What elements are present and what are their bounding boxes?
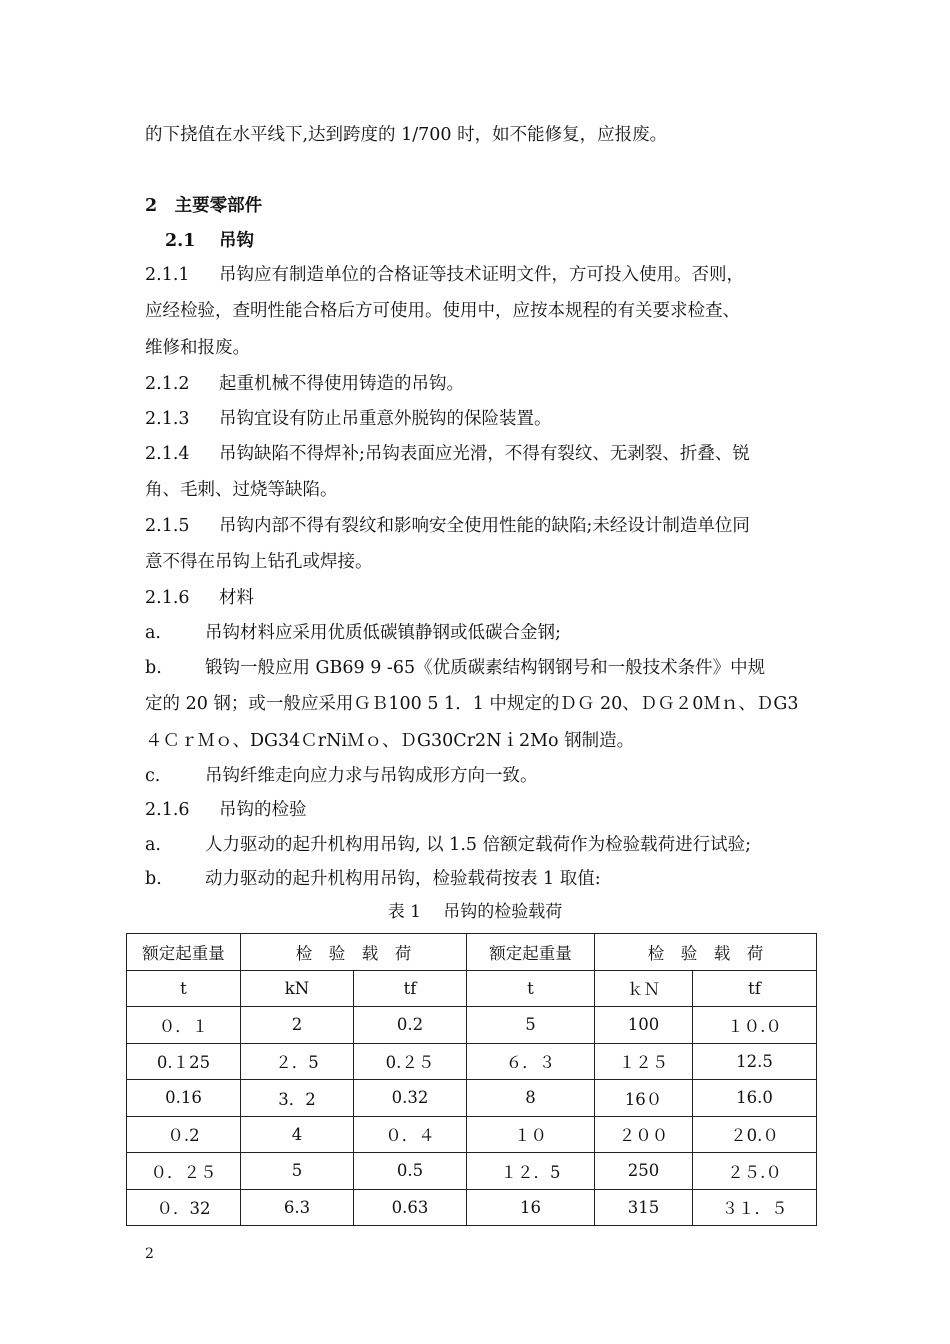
- clause-2-1-6-inspection: [145, 798, 307, 822]
- header-rated-capacity: 额定起重量: [467, 934, 595, 971]
- table-cell: １０.０: [693, 1007, 817, 1044]
- item-text: 锻钩一般应用 GB69 9 -65《优质碳素结构钢钢号和一般技术条件》中规: [205, 658, 766, 678]
- table-cell: ２００: [595, 1116, 693, 1153]
- material-item-b: [145, 656, 765, 680]
- table-cell: 8: [467, 1080, 595, 1117]
- table-cell: ０.2: [127, 1116, 241, 1153]
- header-test-load: 检 验 载 荷: [595, 934, 817, 971]
- item-marker: a.: [145, 835, 161, 855]
- table-row: [127, 1189, 817, 1226]
- table-cell: ２0.０: [693, 1116, 817, 1153]
- item-marker: b.: [145, 869, 162, 889]
- table-cell: 5: [241, 1153, 354, 1190]
- clause-text: 材料: [219, 588, 254, 608]
- table-cell: ６．３: [467, 1043, 595, 1080]
- table-cell: ０．４: [354, 1116, 467, 1153]
- unit-cell: tf: [354, 970, 467, 1007]
- table-cell: ０．１: [127, 1007, 241, 1044]
- unit-cell: ｋＮ: [595, 970, 693, 1007]
- inspection-item-a: [145, 833, 751, 857]
- table-row: [127, 1080, 817, 1117]
- clause-2-1-2: [145, 372, 464, 396]
- table-cell: 0.2: [354, 1007, 467, 1044]
- intro-line: 的下挠值在水平线下,达到跨度的 1/700 时，如不能修复，应报废。: [145, 125, 668, 145]
- table-cell: 0.２５: [354, 1043, 467, 1080]
- table-cell: 3．2: [241, 1080, 354, 1117]
- table-row: [127, 1007, 817, 1044]
- table-row: [127, 1153, 817, 1190]
- item-marker: a.: [145, 623, 161, 643]
- table-cell: 0.32: [354, 1080, 467, 1117]
- table-cell: 5: [467, 1007, 595, 1044]
- section-title: 2 主要零部件: [145, 196, 263, 216]
- table-cell: １２．5: [467, 1153, 595, 1190]
- clause-2-1-3: [145, 407, 552, 431]
- table-cell: 16.0: [693, 1080, 817, 1117]
- table-row: [127, 1043, 817, 1080]
- material-item-a: [145, 621, 561, 645]
- clause-number: 2.1.4: [145, 444, 190, 464]
- table-cell: １２５: [595, 1043, 693, 1080]
- clause-number: 2.1.5: [145, 516, 190, 536]
- clause-text: 吊钩缺陷不得焊补;吊钩表面应光滑，不得有裂纹、无剥裂、折叠、锐: [219, 444, 750, 464]
- clause-text-continued: 角、毛刺、过烧等缺陷。: [145, 480, 338, 500]
- table-cell: 0.63: [354, 1189, 467, 1226]
- clause-text: 吊钩宜设有防止吊重意外脱钩的保险装置。: [219, 409, 552, 429]
- table-cell: ２５.０: [693, 1153, 817, 1190]
- clause-text-continued: 维修和报废。: [145, 338, 250, 358]
- item-text: 人力驱动的起升机构用吊钩, 以 1.5 倍额定载荷作为检验载荷进行试验;: [205, 835, 751, 855]
- table-cell: 100: [595, 1007, 693, 1044]
- clause-text: 吊钩应有制造单位的合格证等技术证明文件，方可投入使用。否则，: [219, 265, 744, 285]
- clause-text-continued: 意不得在吊钩上钻孔或焊接。: [145, 552, 373, 572]
- table-cell: ３１．５: [693, 1189, 817, 1226]
- unit-cell: t: [467, 970, 595, 1007]
- unit-cell: t: [127, 970, 241, 1007]
- table-header-row: [127, 934, 817, 971]
- header-rated-capacity: 额定起重量: [127, 934, 241, 971]
- table-cell: 0.１25: [127, 1043, 241, 1080]
- table-caption: 表 1 吊钩的检验载荷: [387, 902, 563, 922]
- table-unit-row: [127, 970, 817, 1007]
- clause-number: 2.1.6: [145, 588, 190, 608]
- page-number: 2: [145, 1246, 154, 1262]
- table-cell: 6.3: [241, 1189, 354, 1226]
- table-cell: 12.5: [693, 1043, 817, 1080]
- unit-cell: kN: [241, 970, 354, 1007]
- clause-number: 2.1.6: [145, 800, 190, 820]
- table-cell: ０．32: [127, 1189, 241, 1226]
- table-cell: 16０: [595, 1080, 693, 1117]
- clause-text: 起重机械不得使用铸造的吊钩。: [219, 374, 464, 394]
- header-test-load: 检 验 载 荷: [241, 934, 467, 971]
- table-cell: 315: [595, 1189, 693, 1226]
- clause-2-1-1: [145, 263, 744, 287]
- table-cell: 0.16: [127, 1080, 241, 1117]
- inspection-item-b: [145, 867, 601, 891]
- table-cell: ０．２５: [127, 1153, 241, 1190]
- subsection-title: 2.1 吊钩: [165, 231, 255, 251]
- item-text: 吊钩纤维走向应力求与吊钩成形方向一致。: [205, 766, 538, 786]
- table-cell: 2: [241, 1007, 354, 1044]
- clause-text: 吊钩的检验: [219, 800, 307, 820]
- clause-2-1-4: [145, 442, 750, 466]
- item-text: 吊钩材料应采用优质低碳镇静钢或低碳合金钢;: [205, 623, 561, 643]
- table-row: [127, 1116, 817, 1153]
- table-cell: １０: [467, 1116, 595, 1153]
- table-cell: 0.5: [354, 1153, 467, 1190]
- table-cell: 4: [241, 1116, 354, 1153]
- item-text-continued: 定的 20 钢；或一般应采用ＧＢ100 5 1．1 中规定的ＤＧ 20、ＤＧ２0Ｍｎ、ＤG3: [145, 694, 799, 714]
- table-cell: 16: [467, 1189, 595, 1226]
- item-text-continued: ４ＣｒＭｏ、DG34ＣrNiＭｏ、ＤG30Cr2Nｉ2Mo 钢制造。: [145, 731, 635, 751]
- clause-number: 2.1.1: [145, 265, 190, 285]
- clause-text-continued: 应经检验，查明性能合格后方可使用。使用中，应按本规程的有关要求检查、: [145, 301, 740, 321]
- table-cell: 250: [595, 1153, 693, 1190]
- inspection-load-table: [126, 933, 817, 1226]
- material-item-c: [145, 764, 538, 788]
- clause-number: 2.1.2: [145, 374, 190, 394]
- clause-text: 吊钩内部不得有裂纹和影响安全使用性能的缺陷;未经设计制造单位同: [219, 516, 750, 536]
- table-cell: ２．5: [241, 1043, 354, 1080]
- clause-2-1-6-materials: [145, 586, 254, 610]
- item-marker: c.: [145, 766, 161, 786]
- unit-cell: tf: [693, 970, 817, 1007]
- clause-2-1-5: [145, 514, 750, 538]
- clause-number: 2.1.3: [145, 409, 190, 429]
- item-text: 动力驱动的起升机构用吊钩，检验载荷按表 1 取值:: [205, 869, 601, 889]
- item-marker: b.: [145, 658, 162, 678]
